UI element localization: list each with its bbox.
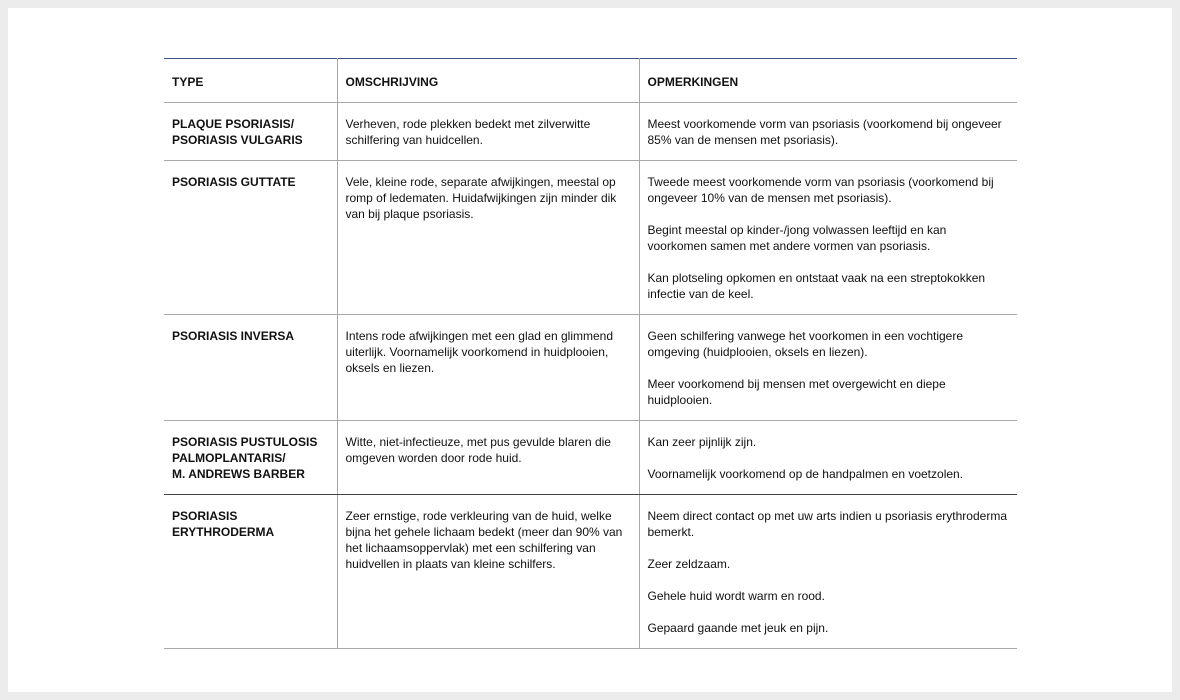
table-row (164, 495, 1017, 649)
description-cell: Intens rode afwijkingen met een glad en glimmend uiterlijk. Voornamelijk voorkomend in huidplooien, oksels en liezen. (337, 315, 639, 421)
description-cell: Verheven, rode plekken bedekt met zilverwitte schilfering van huidcellen. (337, 103, 639, 161)
header-remarks: OPMERKINGEN (639, 59, 1017, 103)
remark-text: Meer voorkomend bij mensen met overgewicht en diepe huidplooien. (647, 377, 946, 407)
type-label: ERYTHRODERMA (172, 525, 275, 539)
type-label: PLAQUE PSORIASIS/ (172, 117, 295, 131)
remark-text: Zeer zeldzaam. (647, 557, 731, 571)
table-row (164, 315, 1017, 421)
remarks-cell (639, 103, 1017, 161)
type-label: M. ANDREWS BARBER (172, 467, 305, 481)
remarks-cell (639, 315, 1017, 421)
description-cell: Zeer ernstige, rode verkleuring van de huid, welke bijna het gehele lichaam bedekt (meer dan 90% van het lichaamsoppervlak) met een schilfering van huidvellen in plaats van kleine schilfers. (337, 495, 639, 649)
remark-text: Neem direct contact op met uw arts indien u psoriasis erythroderma bemerkt. (647, 509, 1007, 539)
remark-text: Gehele huid wordt warm en rood. (647, 589, 825, 603)
type-cell (164, 315, 337, 421)
remark-text: Kan zeer pijnlijk zijn. (647, 435, 757, 449)
psoriasis-types-table (164, 58, 1017, 649)
type-cell (164, 161, 337, 315)
remark-text: Tweede meest voorkomende vorm van psoriasis (voorkomend bij ongeveer 10% van de mensen met psoriasis). (647, 175, 994, 205)
type-cell (164, 421, 337, 495)
type-cell (164, 103, 337, 161)
description-cell: Vele, kleine rode, separate afwijkingen, meestal op romp of ledematen. Huidafwijkingen zijn minder dik van bij plaque psoriasis. (337, 161, 639, 315)
header-description: OMSCHRIJVING (337, 59, 639, 103)
remark-text: Voornamelijk voorkomend op de handpalmen en voetzolen. (647, 467, 964, 481)
remark-text: Gepaard gaande met jeuk en pijn. (647, 621, 829, 635)
type-cell (164, 495, 337, 649)
type-label: PSORIASIS INVERSA (172, 329, 295, 343)
remark-text: Meest voorkomende vorm van psoriasis (voorkomend bij ongeveer 85% van de mensen met psoriasis). (647, 117, 1002, 147)
header-type: TYPE (164, 59, 337, 103)
table-row (164, 161, 1017, 315)
remarks-cell (639, 495, 1017, 649)
table-row (164, 103, 1017, 161)
remark-text: Kan plotseling opkomen en ontstaat vaak na een streptokokken infectie van de keel. (647, 271, 986, 301)
document-card (8, 8, 1172, 692)
table-header-row (164, 59, 1017, 103)
description-cell: Witte, niet-infectieuze, met pus gevulde blaren die omgeven worden door rode huid. (337, 421, 639, 495)
type-label: PALMOPLANTARIS/ (172, 451, 286, 465)
remarks-cell (639, 161, 1017, 315)
type-label: PSORIASIS PUSTULOSIS (172, 435, 318, 449)
type-label: PSORIASIS (172, 509, 238, 523)
remarks-cell (639, 421, 1017, 495)
table-row (164, 421, 1017, 495)
remark-text: Begint meestal op kinder-/jong volwassen leeftijd en kan voorkomen samen met andere vormen van psoriasis. (647, 223, 947, 253)
type-label: PSORIASIS VULGARIS (172, 133, 303, 147)
type-label: PSORIASIS GUTTATE (172, 175, 296, 189)
remark-text: Geen schilfering vanwege het voorkomen in een vochtigere omgeving (huidplooien, oksels en liezen). (647, 329, 964, 359)
